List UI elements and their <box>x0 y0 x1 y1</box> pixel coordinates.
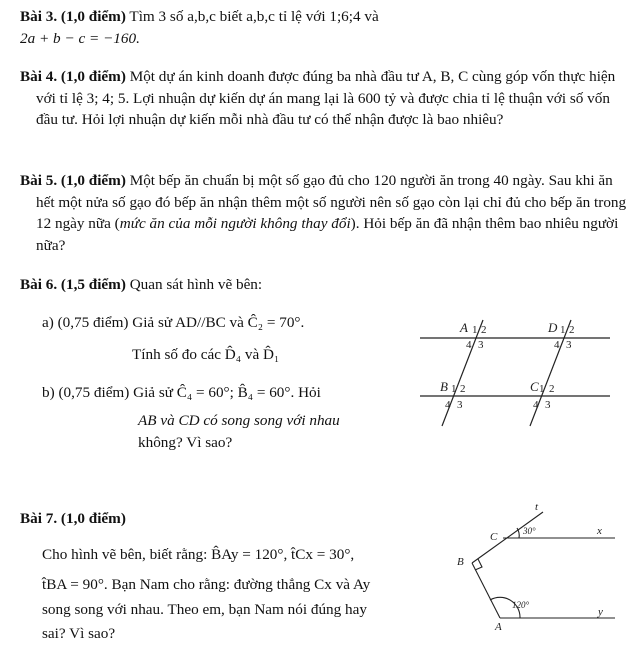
label-a1: 1 <box>472 324 478 336</box>
label-c4: 4 <box>533 399 539 411</box>
label-120deg: 120° <box>512 600 530 610</box>
label-30deg: 30° <box>523 526 536 536</box>
bai7-line2: t̂BA = 90°. Bạn Nam cho rằng: đường thẳng Cx và Ay <box>42 576 371 593</box>
label-t: t <box>535 501 539 513</box>
bai5-italic-note: mức ăn của mỗi người không thay đổi <box>119 215 351 232</box>
label-a-point: A <box>495 621 502 633</box>
bai4-heading: Bài 4. (1,0 điểm) <box>20 68 126 85</box>
label-x: x <box>597 525 602 537</box>
label-d3: 3 <box>566 339 572 351</box>
label-y: y <box>598 606 603 618</box>
bai7-line1: Cho hình vẽ bên, biết rằng: B̂Ay = 120°, t̂Cx = 30°, <box>42 546 355 563</box>
bai5 <box>20 170 627 256</box>
label-b1: 1 <box>451 383 457 395</box>
bai6-a-line2: Tính số đo các D̂₄ và D̂₁ <box>132 346 280 363</box>
bai3-line2: 2a + b − c = −160. <box>20 29 140 47</box>
label-b-point: B <box>457 556 464 568</box>
bai7-line4: sai? Vì sao? <box>42 625 116 642</box>
segment-ba <box>472 563 500 618</box>
bai7-line3: song song với nhau. Theo em, bạn Nam nói đúng hay <box>42 601 367 618</box>
bai6-title <box>20 274 262 296</box>
bai3-line1: Tìm 3 số a,b,c biết a,b,c tỉ lệ với 1;6;4 và <box>129 8 379 25</box>
bai6-heading: Bài 6. (1,5 điểm) <box>20 276 126 293</box>
label-d: D <box>548 320 558 335</box>
bai6-b-line3: không? Vì sao? <box>138 434 233 451</box>
label-b4: 4 <box>445 399 451 411</box>
bai5-text: Một bếp ăn chuẩn bị một số gạo đủ cho 120 người ăn trong 40 ngày. Sau khi ăn hết một nửa số gạo đó bếp ăn nhận thêm một số người nên số gạo còn lại chỉ đủ cho bếp ăn trong 12 ngày nữa ( <box>36 172 627 232</box>
label-d4: 4 <box>554 339 560 351</box>
label-b2: 2 <box>460 383 466 395</box>
label-d2: 2 <box>569 324 575 336</box>
label-a2: 2 <box>481 324 487 336</box>
bai4-text: Một dự án kinh doanh được đúng ba nhà đầu tư A, B, C cùng góp vốn thực hiện với tỉ lệ 3; 4; 5. Lợi nhuận dự kiến dự án mang lại là 600 tỷ và được chia tỉ lệ thuận với số vốn đầu tư. Hỏi lợi nhuận dự kiến mỗi nhà đầu tư có thể nhận được là bao nhiêu? <box>36 68 616 128</box>
label-b3: 3 <box>457 399 463 411</box>
label-c1: 1 <box>539 383 545 395</box>
bai6-b-line2: AB và CD có song song với nhau <box>138 412 340 429</box>
bai7-figure <box>455 500 615 635</box>
label-d1: 1 <box>560 324 566 336</box>
bai7-heading: Bài 7. (1,0 điểm) <box>20 510 126 527</box>
bai5-heading: Bài 5. (1,0 điểm) <box>20 172 126 189</box>
label-a3: 3 <box>478 339 484 351</box>
bai6-figure <box>420 298 610 433</box>
bai6-a-line1: a) (0,75 điểm) Giả sử AD//BC và Ĉ₂ = 70°. <box>42 314 305 331</box>
label-a: A <box>460 320 468 335</box>
bai6-intro: Quan sát hình vẽ bên: <box>129 276 263 293</box>
bai3-heading: Bài 3. (1,0 điểm) <box>20 8 126 25</box>
label-c-point: C <box>490 531 498 543</box>
bai3 <box>20 6 614 49</box>
label-c2: 2 <box>549 383 555 395</box>
bai5-tail: ). Hỏi bếp ăn đã nhận thêm bao nhiêu người nữa? <box>36 215 619 254</box>
bai6-b-line1: b) (0,75 điểm) Giả sử Ĉ₄ = 60°; B̂₄ = 60°. Hỏi <box>42 384 321 401</box>
label-a4: 4 <box>466 339 472 351</box>
label-c3: 3 <box>545 399 551 411</box>
label-b: B <box>440 379 448 394</box>
bai4 <box>20 66 627 131</box>
label-c: C <box>530 379 539 394</box>
